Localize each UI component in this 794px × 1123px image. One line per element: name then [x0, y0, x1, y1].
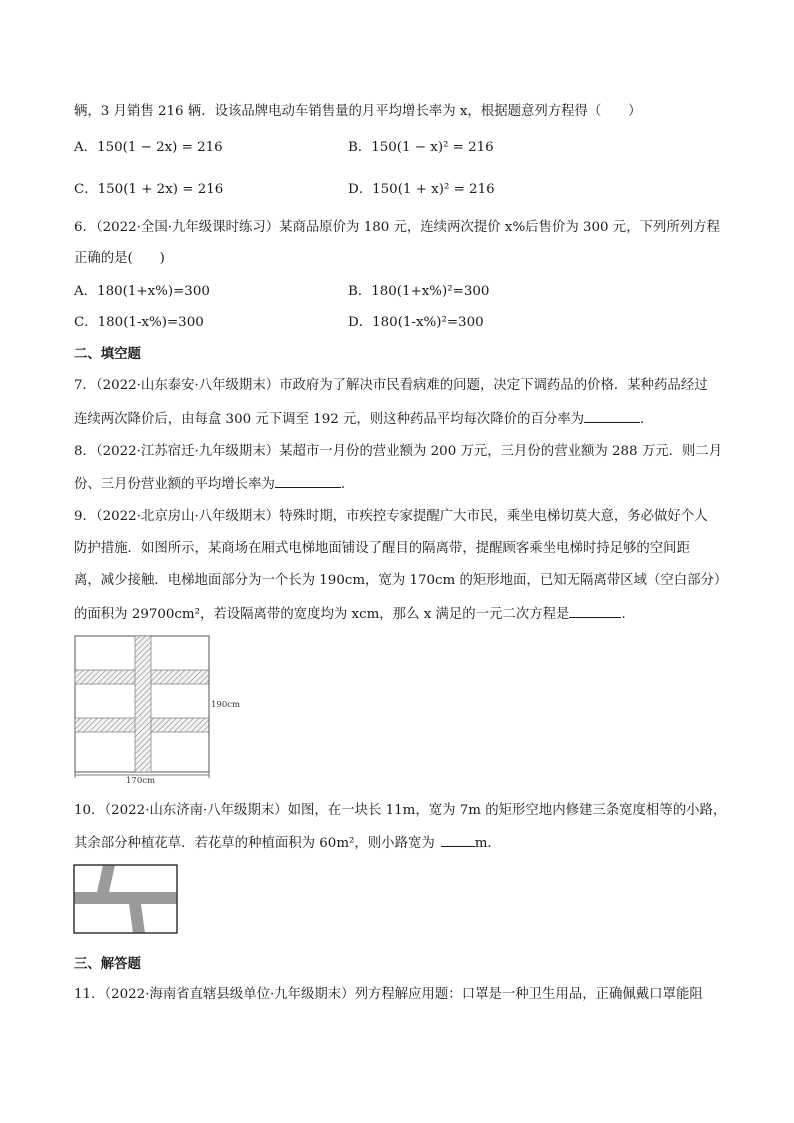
- q7-answer-blank[interactable]: [584, 410, 640, 423]
- option-label: D．: [348, 315, 373, 330]
- q9-stem-line1: 9．（2022·北京房山·八年级期末）特殊时期，市疾控专家提醒广大市民，乘坐电梯切莫大意，务必做好个人: [74, 509, 708, 524]
- q7-text: 连续两次降价后，由每盒 300 元下调至 192 元，则这种药品平均每次降价的百分率为: [74, 412, 585, 427]
- option-label: A．: [74, 140, 98, 155]
- q6-option-c[interactable]: [74, 314, 204, 332]
- q10-stem-line2: [74, 834, 501, 853]
- option-text: 150(1 + 2x) = 216: [97, 182, 224, 197]
- option-label: C．: [74, 182, 98, 197]
- q5-option-d[interactable]: [348, 181, 495, 199]
- q9-period: ．: [621, 607, 635, 622]
- figure-height-label: 190cm: [211, 700, 241, 710]
- horizontal-path: [74, 892, 177, 904]
- q8-answer-blank[interactable]: [275, 475, 341, 488]
- q9-text: 的面积为 29700cm²，若设隔离带的宽度均为 xcm，那么 x 满足的一元二次方程是: [74, 607, 570, 622]
- q10-text: 其余部分种植花草．若花草的种植面积为 60m²，则小路宽为: [74, 836, 435, 851]
- q8-period: ．: [340, 477, 355, 492]
- q9-elevator-floor-figure: [70, 632, 250, 784]
- q9-answer-blank[interactable]: [569, 605, 621, 618]
- q9-stem-line4: [74, 605, 635, 624]
- option-text: 180(1-x%)=300: [97, 315, 204, 330]
- q5-option-b[interactable]: [348, 139, 494, 157]
- q10-unit: m．: [474, 836, 501, 851]
- option-label: B．: [348, 140, 372, 155]
- option-label: B．: [348, 284, 372, 299]
- q6-stem-line1: 6．（2022·全国·九年级课时练习）某商品原价为 180 元，连续两次提价 x%后售价为 300 元，下列所列方程: [74, 220, 720, 235]
- option-text: 180(1+x%)²=300: [371, 284, 490, 299]
- q6-stem-line2: 正确的是( ): [74, 251, 165, 266]
- q6-option-a[interactable]: [74, 283, 210, 301]
- q7-stem-line1: 7．（2022·山东泰安·八年级期末）市政府为了解决市民看病难的问题，决定下调药品的价格．某种药品经过: [74, 378, 708, 393]
- figure-width-label: 170cm: [126, 776, 156, 784]
- q5-stem: 辆，3 月销售 216 辆．设该品牌电动车销售量的月平均增长率为 x，根据题意列方程得（ ）: [74, 104, 642, 119]
- section-heading-fill-in: 二、填空题: [74, 346, 141, 362]
- option-text: 150(1 − 2x) = 216: [97, 140, 223, 155]
- q6-option-d[interactable]: [348, 314, 484, 332]
- q10-answer-blank[interactable]: [441, 834, 475, 847]
- option-label: A．: [74, 284, 98, 299]
- q8-stem-line1: 8．（2022·江苏宿迁·九年级期末）某超市一月份的营业额为 200 万元，三月份的营业额为 288 万元．则二月: [74, 444, 723, 459]
- option-text: 150(1 + x)² = 216: [372, 182, 495, 197]
- q10-garden-paths-figure: [73, 864, 179, 936]
- q9-stem-line3: 离，减少接触．电梯地面部分为一个长为 190cm，宽为 170cm 的矩形地面，已知无隔离带区域（空白部分）: [74, 573, 728, 588]
- q9-stem-line2: 防护措施．如图所示，某商场在厢式电梯地面铺设了醒目的隔离带，提醒顾客乘坐电梯时持足够的空间距: [74, 541, 690, 556]
- vertical-strip: [135, 636, 151, 772]
- q7-period: ．: [640, 412, 654, 427]
- q5-option-c[interactable]: [74, 181, 223, 199]
- q10-stem-line1: 10．（2022·山东济南·八年级期末）如图，在一块长 11m，宽为 7m 的矩形空地内修建三条宽度相等的小路，: [74, 803, 727, 818]
- option-text: 180(1-x%)²=300: [372, 315, 484, 330]
- q8-stem-line2: [74, 475, 354, 494]
- q7-stem-line2: [74, 410, 653, 429]
- option-text: 150(1 − x)² = 216: [371, 140, 494, 155]
- section-heading-answer: 三、解答题: [74, 956, 141, 972]
- option-label: D．: [348, 182, 373, 197]
- q5-option-a[interactable]: [74, 139, 223, 157]
- option-label: C．: [74, 315, 98, 330]
- q8-text: 份、三月份营业额的平均增长率为: [74, 477, 275, 492]
- q6-option-b[interactable]: [348, 283, 489, 301]
- q11-stem-line1: 11．（2022·海南省直辖县级单位·九年级期末）列方程解应用题：口罩是一种卫生用品，正确佩戴口罩能阻: [74, 987, 703, 1002]
- option-text: 180(1+x%)=300: [97, 284, 210, 299]
